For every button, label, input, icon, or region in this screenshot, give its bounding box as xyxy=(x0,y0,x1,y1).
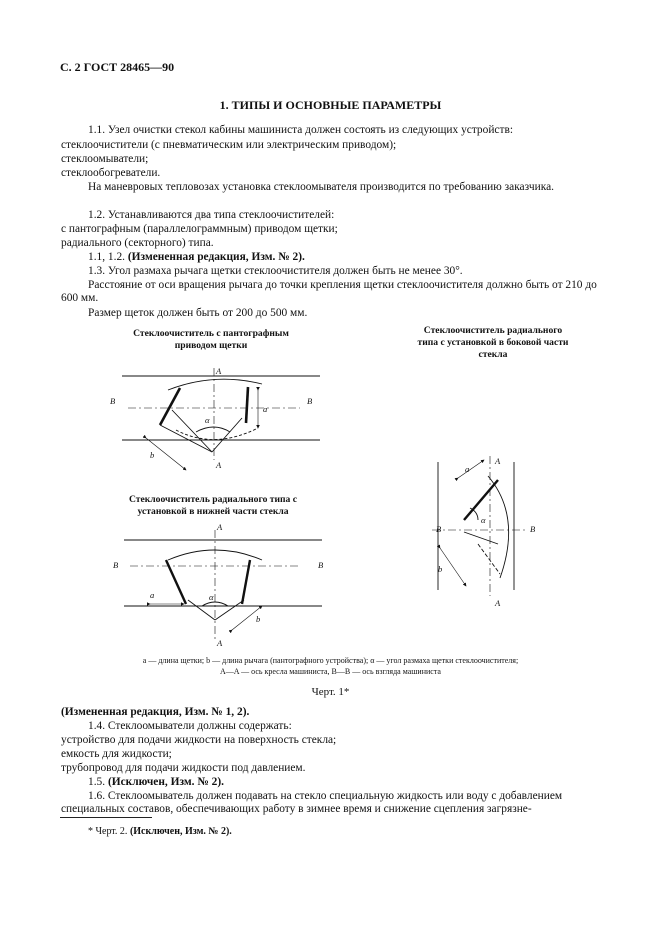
fig2-label-alpha: α xyxy=(481,515,486,525)
figure-legend-line-1: a — длина щетки; b — длина рычага (пантографного устройства); α — угол размаха щетки стеклоочистителя; xyxy=(142,656,519,665)
clause-ref: 1.5. xyxy=(88,776,106,788)
paragraph-distance: Расстояние от оси вращения рычага до точки крепления щетки стеклоочистителя должно быть от 210 до 600 мм. xyxy=(61,279,597,305)
wiper-arc-bottom xyxy=(176,428,258,440)
fig2-label-b-left: B xyxy=(436,524,442,534)
brush xyxy=(464,480,498,520)
fig2-label-b-small: b xyxy=(438,564,443,574)
paragraph-type-1: с пантографным (параллелограммным) приводом щетки; xyxy=(61,223,338,235)
fig3-label-alpha: α xyxy=(209,592,214,602)
figure-3-title: Стеклоочиститель радиального типа с установкой в нижней части стекла xyxy=(129,494,297,517)
fig1-label-alpha: α xyxy=(205,415,210,425)
paragraph-washer-3: трубопровод для подачи жидкости под давлением. xyxy=(61,762,306,774)
paragraph-washer-1: устройство для подачи жидкости на поверхность стекла; xyxy=(61,734,337,746)
brush-left xyxy=(160,388,180,425)
footnote-ref: * Черт. 2. xyxy=(88,826,128,837)
paragraph-type-2: радиального (секторного) типа. xyxy=(61,237,214,249)
paragraph-list-3: стеклообогреватели. xyxy=(61,167,161,179)
dim-b xyxy=(440,548,466,586)
section-title: 1. ТИПЫ И ОСНОВНЫЕ ПАРАМЕТРЫ xyxy=(219,98,442,112)
brush-right xyxy=(242,560,250,604)
footnote xyxy=(88,826,232,837)
page-header: С. 2 ГОСТ 28465—90 xyxy=(60,60,175,74)
footnote-rule xyxy=(60,817,152,818)
fig1-label-a-bottom: A xyxy=(216,460,222,470)
paragraph-1-2: 1.2. Устанавливаются два типа стеклоочистителей: xyxy=(88,209,335,221)
brush-end xyxy=(478,544,500,574)
fig3-label-b-small: b xyxy=(256,614,261,624)
figure-1-title: Стеклоочиститель с пантографным приводом щетки xyxy=(133,328,289,351)
clause-excluded: (Исключен, Изм. № 2). xyxy=(107,776,224,788)
paragraph-list-2: стеклоомыватели; xyxy=(61,153,149,165)
fig1-label-b-right: B xyxy=(307,396,313,406)
lever-left-2 xyxy=(160,425,212,452)
brush-left xyxy=(166,560,186,604)
figure-radial-side xyxy=(432,456,528,596)
amend-ref: 1.1, 1.2. xyxy=(88,251,126,263)
fig2-label-a-top: A xyxy=(495,456,501,466)
paragraph-list-1: стеклоочистители (с пневматическим или электрическим приводом); xyxy=(61,139,397,151)
fig3-label-b-right: B xyxy=(318,560,324,570)
figure-radial-bottom xyxy=(124,530,322,640)
paragraph-amend-2: (Измененная редакция, Изм. № 1, 2). xyxy=(61,706,250,718)
paragraph-1-1: 1.1. Узел очистки стекол кабины машиниста должен состоять из следующих устройств: xyxy=(88,124,513,136)
lever-right xyxy=(215,600,244,620)
fig1-label-a-top: A xyxy=(216,366,222,376)
lever-left xyxy=(188,600,215,620)
figure-legend-line-2: A—A — ось кресла машиниста, B—B — ось взгляда машиниста xyxy=(220,667,441,676)
footnote-note: (Исключен, Изм. № 2). xyxy=(129,826,232,837)
paragraph-1-3: 1.3. Угол размаха рычага щетки стеклоочистителя должен быть не менее 30°. xyxy=(88,265,463,277)
figure-caption: Черт. 1* xyxy=(311,686,350,698)
fig1-label-a-small: a xyxy=(263,404,268,414)
fig2-label-b-right: B xyxy=(530,524,536,534)
angle-arc xyxy=(196,427,230,432)
dim-a xyxy=(458,460,484,478)
paragraph-1-6: 1.6. Стеклоомыватель должен подавать на стекло специальную жидкость или воду с добавлением специальных составов, обеспечивающих работу в зимнее время и снижение сцепления загрязне- xyxy=(61,790,563,816)
figure-2-title: Стеклоочиститель радиального типа с установкой в боковой части стекла xyxy=(417,325,569,360)
paragraph-1-4: 1.4. Стеклоомыватели должны содержать: xyxy=(88,720,292,732)
fig3-label-a-small: a xyxy=(150,590,155,600)
paragraph-brush-size: Размер щеток должен быть от 200 до 500 мм. xyxy=(88,307,308,319)
lever-right xyxy=(212,418,242,452)
fig1-label-b-left: B xyxy=(110,396,116,406)
fig3-label-b-left: B xyxy=(113,560,119,570)
paragraph-shunting: На маневровых тепловозах установка стеклоомывателя производится по требованию заказчика. xyxy=(88,181,554,193)
fig3-label-a-top: A xyxy=(217,522,223,532)
brush-right xyxy=(246,387,248,423)
fig1-label-b-small: b xyxy=(150,450,155,460)
paragraph-washer-2: емкость для жидкости; xyxy=(61,748,172,760)
fig2-label-a-small: a xyxy=(465,464,470,474)
wiper-arc xyxy=(488,476,509,578)
amend-note: (Измененная редакция, Изм. № 2). xyxy=(127,251,305,263)
fig2-label-a-bottom: A xyxy=(495,598,501,608)
paragraph-1-5 xyxy=(88,776,598,789)
lever-low xyxy=(464,532,498,544)
fig3-label-a-bottom: A xyxy=(217,638,223,648)
